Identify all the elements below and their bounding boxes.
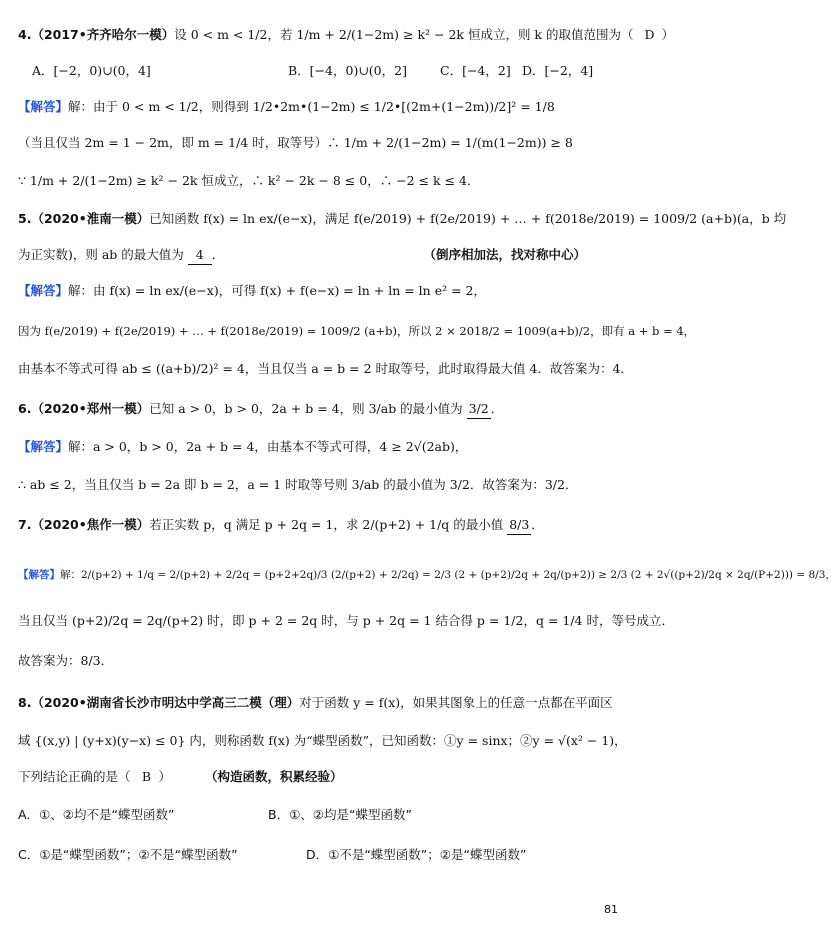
q8-option-a: A．①、②均不是“蝶型函数” [18, 807, 175, 822]
q4-solution-2 [18, 134, 626, 152]
q6-solution-tag: 【解答】 [18, 439, 69, 454]
q4-stem-end: ） [661, 27, 674, 42]
q5-solution-text-1: 解：由 f(x) = ln ex/(e−x)，可得 f(x) + f(e−x) = ln + ln = ln e² = 2， [68, 283, 486, 298]
q5-note: （倒序相加法，找对称中心） [423, 247, 586, 262]
q5-solution-1 [18, 282, 626, 300]
q5-stem-text: 已知函数 f(x) = ln ex/(e−x)，满足 f(e/2019) + f(2e/2019) + … + f(2018e/2019) = 1009/2 (a+b)(a，b 均 [149, 211, 787, 226]
q7-solution-tag: 【解答】 [18, 569, 60, 581]
q4-solution-tag: 【解答】 [18, 99, 69, 114]
q7-solution-text-3: 故答案为：8/3． [18, 653, 114, 668]
q6-solution-1 [18, 438, 626, 456]
q5-stem-text-2: 为正实数)，则 ab 的最大值为 [18, 247, 184, 262]
q6-source: （2020•郑州一模） [31, 401, 150, 416]
q5-solution-3 [18, 360, 633, 378]
q5-stem [18, 210, 787, 228]
q4-option-d: D．[−2，4] [522, 63, 594, 78]
page-number: 81 [604, 903, 618, 916]
q4-option-b: B．[−4，0)∪(0，2] [288, 63, 407, 78]
q5-stem-end: ． [211, 247, 225, 262]
q7-solution-3 [18, 652, 626, 670]
q4-solution-3 [18, 172, 626, 190]
q5-solution-text-3: 由基本不等式可得 ab ≤ ((a+b)/2)² = 4，当且仅当 a = b = 2 时取等号，此时取得最大值 4．故答案为：4． [18, 361, 633, 376]
q5-solution-2 [18, 322, 696, 340]
q7-number: 7. [18, 517, 32, 532]
q4-source: （2017•齐齐哈尔一模） [31, 27, 175, 42]
q4-stem-text: 设 0 < m < 1/2，若 1/m + 2/(1−2m) ≥ k² − 2k 恒成立，则 k 的取值范围为（ [174, 27, 634, 42]
q6-solution-text-2: ∴ ab ≤ 2，当且仅当 b = 2a 即 b = 2，a = 1 时取等号则 3/ab 的最小值为 3/2．故答案为：3/2． [18, 477, 578, 492]
q7-solution-1 [18, 566, 836, 584]
q6-stem-end: ． [490, 401, 504, 416]
q4-solution-text-3: ∵ 1/m + 2/(1−2m) ≥ k² − 2k 恒成立，∴ k² − 2k − 8 ≤ 0，∴ −2 ≤ k ≤ 4． [18, 173, 480, 188]
q8-option-b: B．①、②均是“蝶型函数” [268, 807, 412, 822]
q8-source: （2020•湖南省长沙市明达中学高三二模（理） [31, 695, 300, 710]
q5-solution-tag: 【解答】 [18, 283, 69, 298]
q4-number: 4. [18, 27, 32, 42]
q5-stem-2 [18, 246, 626, 265]
q6-number: 6. [18, 401, 32, 416]
q4-solution-1 [18, 98, 626, 116]
q7-solution-2 [18, 612, 674, 630]
q5-number: 5. [18, 211, 32, 226]
q8-option-d: D．①不是“蝶型函数”；②是“蝶型函数” [306, 847, 527, 862]
q8-number: 8. [18, 695, 32, 710]
q7-stem-end: ． [531, 517, 544, 532]
q5-source: （2020•淮南一模） [31, 211, 150, 226]
q8-stem-text: 对于函数 y = f(x)，如果其图象上的任意一点都在平面区 [299, 695, 613, 710]
q8-stem-text-3: 下列结论正确的是（ [18, 769, 131, 784]
q8-stem-text-2: 域 {(x,y) | (y+x)(y−x) ≤ 0} 内，则称函数 f(x) 为“蝶型函数”，已知函数：①y = sinx；②y = √(x² − 1)， [18, 733, 627, 748]
q7-source: （2020•焦作一模） [31, 517, 150, 532]
q5-solution-text-2: 因为 f(e/2019) + f(2e/2019) + … + f(2018e/2019) = 1009/2 (a+b)，所以 2 × 2018/2 = 1009(a+b)/2，即有 a + b = 4， [18, 324, 696, 338]
q8-answer: B [141, 769, 152, 784]
q7-stem [18, 516, 626, 535]
q7-answer: 8/3 [507, 516, 531, 535]
q6-stem-text: 已知 a > 0，b > 0，2a + b = 4，则 3/ab 的最小值为 [149, 401, 463, 416]
q6-solution-text-1: 解：a > 0，b > 0，2a + b = 4，由基本不等式可得，4 ≥ 2√(2ab)， [68, 439, 468, 454]
q6-stem [18, 400, 626, 419]
q4-solution-text-1: 解：由于 0 < m < 1/2，则得到 1/2•2m•(1−2m) ≤ 1/2•[(2m+(1−2m))/2]² = 1/8 [68, 99, 555, 114]
q8-stem [18, 694, 626, 712]
q6-answer: 3/2 [467, 400, 491, 419]
q8-stem-3 [18, 768, 626, 786]
q5-answer: 4 [188, 246, 212, 265]
q6-solution-2 [18, 476, 626, 494]
q4-stem [18, 26, 674, 44]
q4-answer: D [644, 27, 655, 42]
q8-option-c: C．①是“蝶型函数”；②不是“蝶型函数” [18, 847, 238, 862]
q7-solution-text-2: 当且仅当 (p+2)/2q = 2q/(p+2) 时，即 p + 2 = 2q 时，与 p + 2q = 1 结合得 p = 1/2，q = 1/4 时，等号成立． [18, 613, 674, 628]
q8-stem-2 [18, 732, 626, 750]
q4-solution-text-2: （当且仅当 2m = 1 − 2m，即 m = 1/4 时，取等号）∴ 1/m + 2/(1−2m) = 1/(m(1−2m)) ≥ 8 [18, 135, 573, 150]
q4-option-c: C．[−4，2] [440, 63, 511, 78]
q7-stem-text: 若正实数 p，q 满足 p + 2q = 1，求 2/(p+2) + 1/q 的最小值 [149, 517, 504, 532]
q8-stem-end: ） [158, 769, 172, 784]
q4-option-a: A．[−2，0)∪(0，4] [32, 63, 151, 78]
q8-note: （构造函数，积累经验） [205, 769, 343, 784]
q7-solution-text-1: 解：2/(p+2) + 1/q = 2/(p+2) + 2/2q = (p+2+2q)/3 (2/(p+2) + 2/2q) = 2/3 (2 + (p+2)/2q + 2q/(p+2)) ≥ 2/3 (2 + 2√((p+2)/2q × 2q/(P+2))) = 8/3， [60, 569, 836, 581]
